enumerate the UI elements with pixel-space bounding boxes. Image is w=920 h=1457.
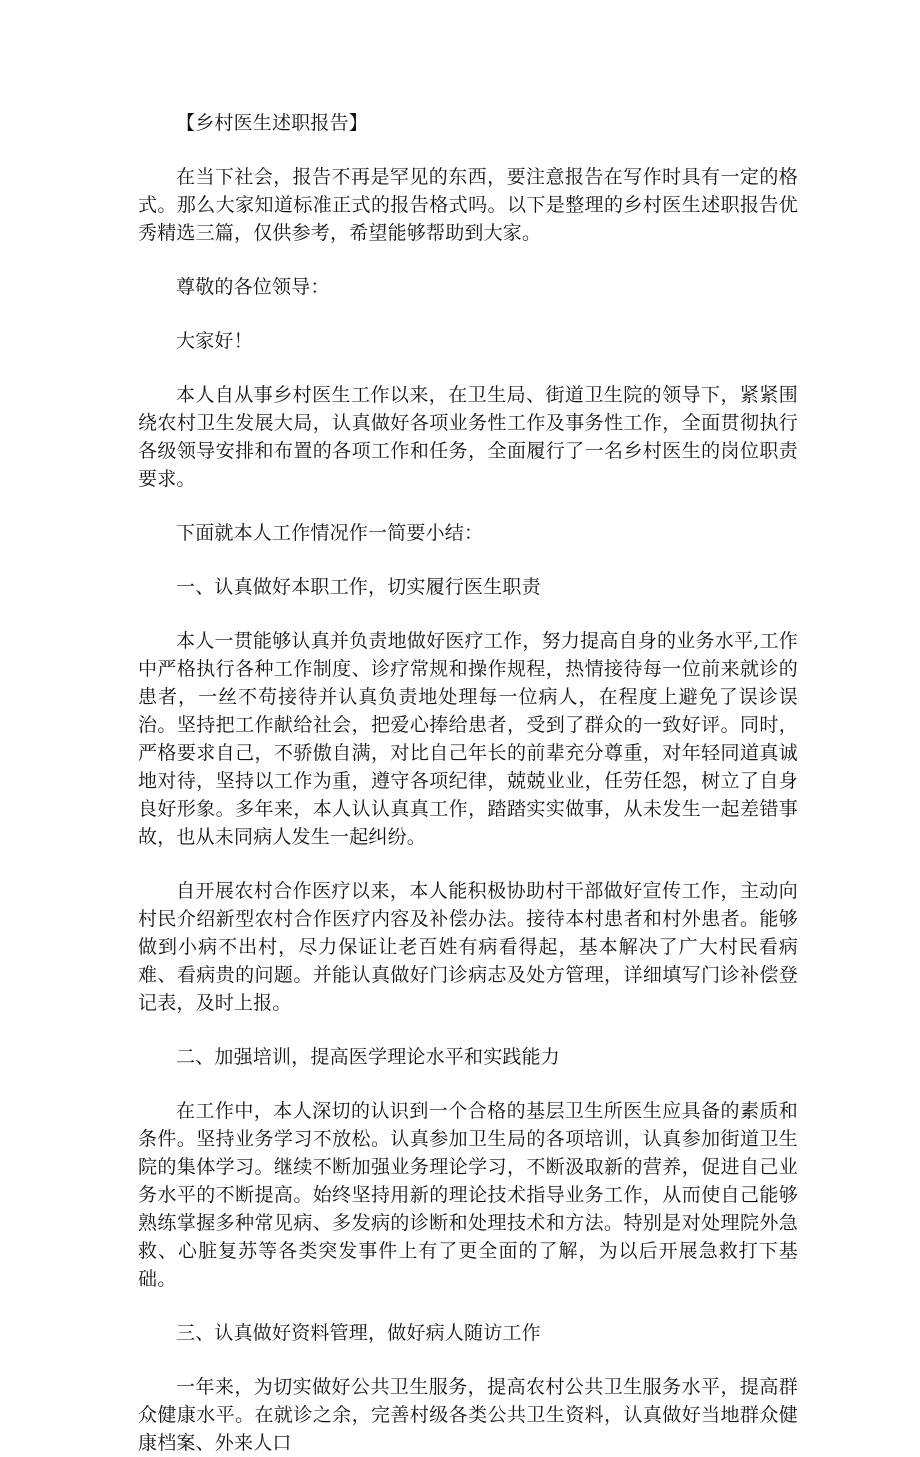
intro-paragraph: 在当下社会，报告不再是罕见的东西，要注意报告在写作时具有一定的格式。那么大家知道标准正式的报告格式吗。以下是整理的乡村医生述职报告优秀精选三篇，仅供参考，希望能够帮助到大家。 <box>138 166 798 244</box>
summary-intro: 下面就本人工作情况作一简要小结： <box>176 522 484 544</box>
body-paragraph: 本人自从事乡村医生工作以来，在卫生局、街道卫生院的领导下，紧紧围绕农村卫生发展大局，认真做好各项业务性工作及事务性工作，全面贯彻执行各级领导安排和布置的各项工作和任务，全面履行了一名乡村医生的岗位职责要求。 <box>138 384 798 490</box>
greeting: 大家好！ <box>176 330 253 352</box>
body-paragraph: 本人一贯能够认真并负责地做好医疗工作，努力提高自身的业务水平,工作中严格执行各种工作制度、诊疗常规和操作规程，热情接待每一位前来就诊的患者，一丝不苟接待并认真负责地处理每一位病人，在程度上避免了误诊误治。坚持把工作献给社会，把爱心捧给患者，受到了群众的一致好评。同时，严格要求自己，不骄傲自满，对比自己年长的前辈充分尊重，对年轻同道真诚地对待，坚持以工作为重，遵守各项纪律，兢兢业业，任劳任怨，树立了自身良好形象。多年来，本人认认真真工作，踏踏实实做事，从未发生一起差错事故，也从未同病人发生一起纠纷。 <box>138 630 798 848</box>
body-paragraph: 在工作中，本人深切的认识到一个合格的基层卫生所医生应具备的素质和条件。坚持业务学习不放松。认真参加卫生局的各项培训，认真参加街道卫生院的集体学习。继续不断加强业务理论学习，不断汲取新的营养，促进自己业务水平的不断提高。始终坚持用新的理论技术指导业务工作，从而使自己能够熟练掌握多种常见病、多发病的诊断和处理技术和方法。特别是对处理院外急救、心脏复苏等各类突发事件上有了更全面的了解，为以后开展急救打下基础。 <box>138 1100 798 1290</box>
body-paragraph: 自开展农村合作医疗以来，本人能积极协助村干部做好宣传工作，主动向村民介绍新型农村合作医疗内容及补偿办法。接待本村患者和村外患者。能够做到小病不出村，尽力保证让老百姓有病看得起，基本解决了广大村民看病难、看病贵的问题。并能认真做好门诊病志及处方管理，详细填写门诊补偿登记表，及时上报。 <box>138 880 798 1014</box>
section-heading-1: 一、认真做好本职工作，切实履行医生职责 <box>176 576 541 598</box>
salutation: 尊敬的各位领导： <box>176 276 330 298</box>
body-paragraph: 一年来，为切实做好公共卫生服务，提高农村公共卫生服务水平，提高群众健康水平。在就诊之余，完善村级各类公共卫生资料，认真做好当地群众健康档案、外来人口 <box>138 1376 798 1454</box>
document-title: 【乡村医生述职报告】 <box>176 112 369 134</box>
section-heading-2: 二、加强培训，提高医学理论水平和实践能力 <box>176 1046 561 1068</box>
document-page <box>138 109 798 1457</box>
section-heading-3: 三、认真做好资料管理，做好病人随访工作 <box>176 1322 541 1344</box>
